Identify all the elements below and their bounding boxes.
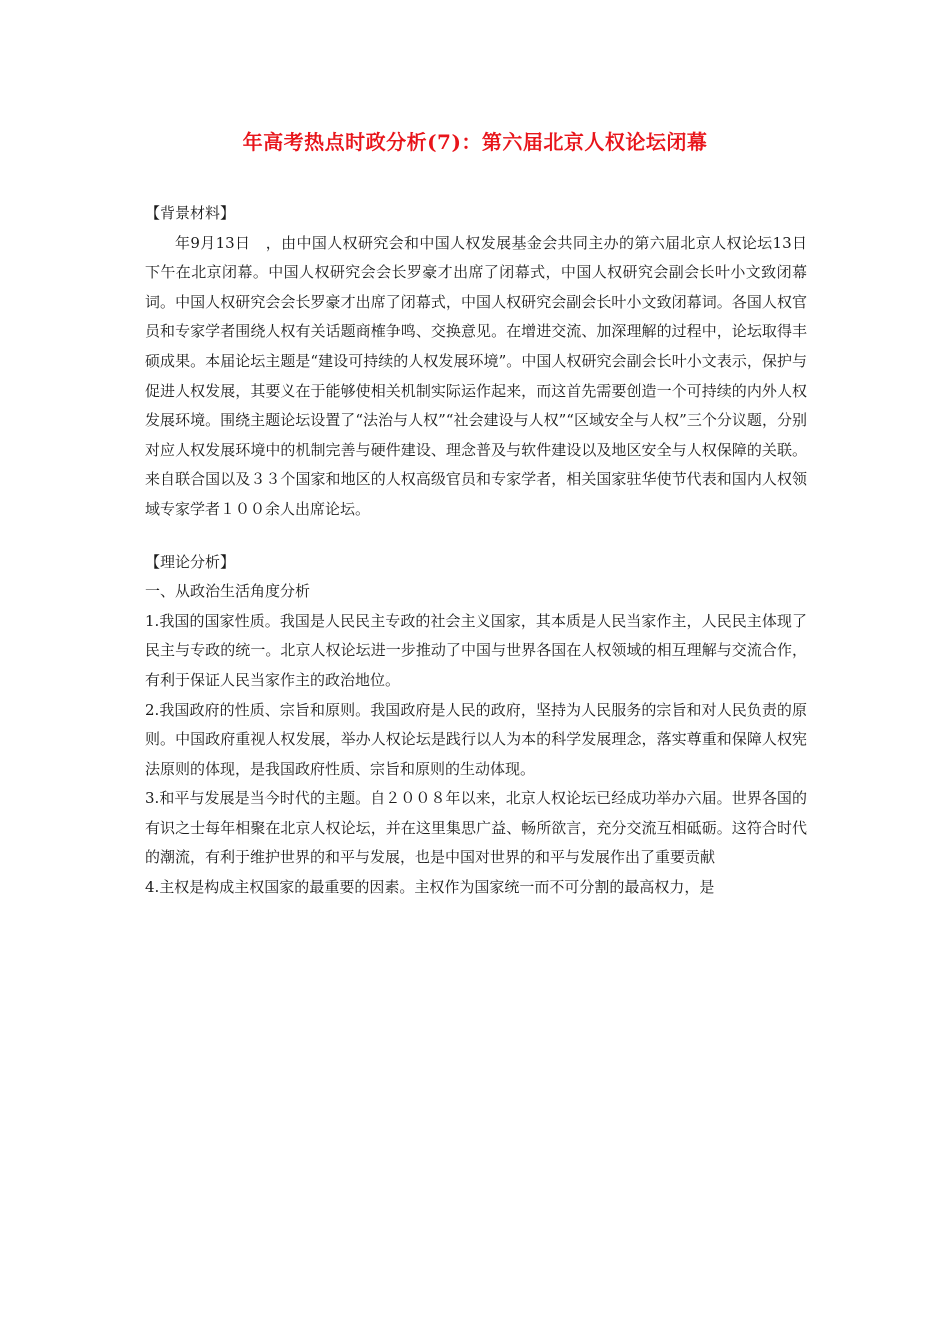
analysis-item-4: 4.主权是构成主权国家的最重要的因素。主权作为国家统一而不可分割的最高权力，是 — [145, 878, 715, 897]
analysis-item-2: 2.我国政府的性质、宗旨和原则。我国政府是人民的政府，坚持为人民服务的宗旨和对人民负责的原则。中国政府重视人权发展，举办人权论坛是践行以人为本的科学发展理念，落实尊重和保障人权宪法原则的体现，是我国政府性质、宗旨和原则的生动体现。 — [145, 700, 807, 778]
section-gap — [145, 525, 807, 548]
document-title: 年高考热点时政分析(7)：第六届北京人权论坛闭幕 — [242, 130, 708, 154]
section-heading-background: 【背景材料】 — [145, 204, 236, 222]
document-body — [145, 199, 807, 903]
analysis-item-3: 3.和平与发展是当今时代的主题。自２００８年以来，北京人权论坛已经成功举办六届。世界各国的有识之士每年相聚在北京人权论坛，并在这里集思广益、畅所欲言，充分交流互相砥砺。这符合时代的潮流，有利于维护世界的和平与发展，也是中国对世界的和平与发展作出了重要贡献 — [145, 789, 807, 867]
background-paragraph: 年9月13日 ，由中国人权研究会和中国人权发展基金会共同主办的第六届北京人权论坛13日下午在北京闭幕。中国人权研究会会长罗豪才出席了闭幕式，中国人权研究会副会长叶小文致闭幕词。中国人权研究会会长罗豪才出席了闭幕式，中国人权研究会副会长叶小文致闭幕词。各国人权官员和专家学者围绕人权有关话题商榷争鸣、交换意见。在增进交流、加深理解的过程中，论坛取得丰硕成果。本届论坛主题是“建设可持续的人权发展环境”。中国人权研究会副会长叶小文表示，保护与促进人权发展，其要义在于能够使相关机制实际运作起来，而这首先需要创造一个可持续的内外人权发展环境。围绕主题论坛设置了“法治与人权”“社会建设与人权”“区域安全与人权”三个分议题，分别对应人权发展环境中的机制完善与硬件建设、理念普及与软件建设以及地区安全与人权保障的关联。来自联合国以及３３个国家和地区的人权高级官员和专家学者，相关国家驻华使节代表和国内人权领域专家学者１００余人出席论坛。 — [145, 233, 807, 518]
section-heading-analysis: 【理论分析】 — [145, 552, 236, 571]
analysis-subheading: 一、从政治生活角度分析 — [145, 582, 311, 601]
analysis-item-1: 1.我国的国家性质。我国是人民民主专政的社会主义国家，其本质是人民当家作主，人民民主体现了民主与专政的统一。北京人权论坛进一步推动了中国与世界各国在人权领域的相互理解与交流合作，有利于保证人民当家作主的政治地位。 — [145, 611, 807, 689]
